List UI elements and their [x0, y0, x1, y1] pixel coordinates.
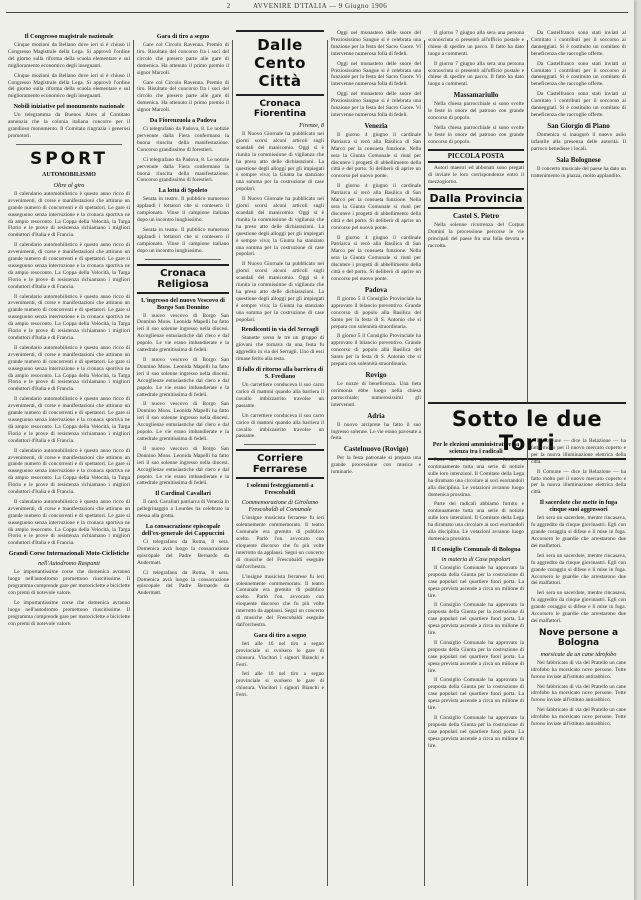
- article-body: Il giorno 7 giugno alla sera una persona sconosciuta si presentò all'ufficio postale e chiese di spedire un pacco. Il fatto ha dato luogo a commenti.: [428, 30, 524, 57]
- article-subheadline: nell'Autodromo Raspanti: [38, 560, 100, 568]
- article-headline: Il Cardinal Cavallari: [155, 490, 211, 498]
- article-body: Il nuovo vescovo di Borgo San Donnino Mons. Leonida Mapelli ha fatto ieri il suo solenne ingresso nella diocesi. Accoglienze entusiastiche dal clero e dal popolo. Le vie erano imbandierate e la cattedrale gremitissima di fedeli.: [137, 445, 229, 487]
- sport-title: SPORT: [29, 148, 109, 169]
- city-heading-adria: Adria: [367, 411, 385, 420]
- article-body: Un carrettiere conduceva il suo carro carico di mattoni quando alla barriera il cavallo imbizzarrito travolse un passante.: [236, 412, 324, 440]
- article-body: Il giorno 4 giugno il cardinale Patriarca si recò alla Basilica di San Marco per la consueta funzione. Nella sera la Giunta Comunale si riunì per discutere i progetti di abbellimento della città e del porto. Si deliberò di aprire un concorso pel nuovo ponte.: [331, 131, 421, 180]
- town-heading: Sala Bolognese: [556, 155, 601, 164]
- dateline: Firenze, 8: [299, 122, 324, 129]
- article-body: Ieri sera un sacerdote, mentre rincasava, fu aggredito da cinque giovinastri. Egli con grande coraggio si difese e li mise in fuga. Accorsero le guardie che arrestarono due dei malfattori.: [531, 515, 626, 549]
- article-headline: Il Congresso magistrale nazionale: [24, 33, 114, 40]
- article-body: Ci telegrafano da Padova, 8. Le notizie pervenute dalla Fiera confermano la buona riuscita della manifestazione. Concorso grandissimo di forestieri.: [137, 156, 229, 184]
- article-body: Il giorno 4 giugno il cardinale Patriarca si recò alla Basilica di San Marco per la consueta funzione. Nella sera la Giunta Comunale si riunì per discutere i progetti di abbellimento della città e del porto. Si deliberò di aprire un concorso pel nuovo ponte.: [331, 183, 421, 231]
- article-body: Il giorno 5 il Consiglio Provinciale ha approvato il bilancio preventivo. Grande concorso di popolo alla Basilica del Santo per la festa di S. Antonio che si prepara con solennità straordinaria.: [331, 295, 421, 330]
- article-body: Il calendario automobilistico è questo anno ricco di avvenimenti, di corse e manifestazioni che attirano un grande numero di concorrenti e di spettatori. Le gare si susseguono senza interruzione e la cronaca sportiva ne dà ampio resoconto. La Coppa della Velocità, la Targa Florio e le prove di resistenza richiamano i migliori conduttori d'Italia e di Francia.: [8, 242, 130, 290]
- article-body: Per la festa patronale si prepara una grande processione con musica e luminarie.: [331, 455, 421, 476]
- article-body: Il concerto musicale del paese ha dato un trattenimento in piazza, molto applaudito.: [531, 165, 626, 179]
- article-headline: Gara di tiro a segno: [253, 631, 307, 639]
- article-body: Ci telegrafano da Roma, 8 sera. Domenica avrà luogo la consacrazione episcopale del Padre Bernardo da Andermatt.: [137, 569, 229, 597]
- article-headline: Rendiconti in via del Serragli: [241, 326, 319, 334]
- article-headline: La lotta di Spoleto: [158, 187, 208, 195]
- section-title-ferrarese: Corriere Ferrarese: [236, 449, 324, 479]
- header-rule: [6, 12, 628, 13]
- city-heading-rovigo: Rovigo: [365, 370, 387, 379]
- article-body: Da Castelfranco sono stati inviati al Comitato i contributi per il soccorso ai danneggiati. Si è costituito un comitato di beneficenza che raccoglie offerte.: [531, 91, 626, 118]
- section-title-provincia: Dalla Provincia: [428, 188, 524, 209]
- article-body: Ieri alle 16 nel tiro a segno provinciale si svolsero le gare di chiusura. Vincitori i signori Bianchi e Ferri.: [236, 640, 324, 668]
- article-body: Nella chiesa parrocchiale si sono svolte le feste in onore del patrono con grande concorso di popolo.: [428, 124, 524, 145]
- article-headline: L'ingresso del nuovo Vescovo di Borgo San Donnino: [141, 296, 225, 311]
- section-title-firenze: Cronaca Fiorentina: [253, 99, 307, 119]
- article-body: Il calendario automobilistico è questo anno ricco di avvenimenti, di corse e manifestazioni che attirano un grande numero di concorrenti e di spettatori. Le gare si susseguono senza interruzione e la cronaca sportiva ne dà ampio resoconto. La Coppa della Velocità, la Targa Florio e le prove di resistenza richiamano i migliori conduttori d'Italia e di Francia.: [8, 396, 130, 444]
- running-header: [10, 2, 624, 10]
- article-body: Parte dei radicali abbiamo fornito e continuamente tutta una serie di notizie sulle loro intenzioni. Il Comitato della Lega ha diramato una circolare ai soci esortandoli alla disciplina. Le votazioni avranno luogo domenica prossima.: [428, 457, 524, 498]
- city-heading-venezia: Venezia: [364, 121, 388, 130]
- article-body: Un telegramma da Buenos Aires al Comitato annunzia che la colonia italiana concorre per il grandioso monumento. Il Comitato ringrazia i generosi promotori.: [8, 112, 130, 139]
- section-title-religiosa: Cronaca Religiosa: [137, 264, 229, 294]
- article-subheadline: morsicate da un cane idrofobo: [540, 650, 617, 658]
- article-body: Oggi nel monastero delle suore del Preziosissimo Sangue si è celebrata una funzione per la festa del Sacro Cuore. Vi intervenne numerosa folla di fedeli.: [331, 91, 421, 118]
- article-body: Il Consiglio Comunale ha approvato la proposta della Giunta per la costruzione di case popolari nel quartiere fuori porta. La spesa prevista ascende a circa un milione di lire.: [428, 602, 524, 637]
- article-body: Gare col Circolo Ravenna. Premio di tiro. Risultato del concorso fra i soci del circolo che presero parte alle gare di domenica. Ha ottenuto il primo premio il signor Marzoli.: [137, 79, 229, 114]
- article-body: Ieri sera un sacerdote, mentre rincasava, fu aggredito da cinque giovinastri. Egli con grande coraggio si difese e li mise in fuga. Accorsero le guardie che arrestarono due dei malfattori.: [531, 590, 626, 624]
- article-body: Il giorno 4 giugno il cardinale Patriarca si recò alla Basilica di San Marco per la consueta funzione. Nella sera la Giunta Comunale si riunì per discutere i progetti di abbellimento della città e del porto. Si deliberò di aprire un concorso pel nuovo ponte.: [331, 234, 421, 282]
- article-body: Serata in teatro. Il pubblico numeroso applaudì i lottatori che si contesero il campionato. Vinse il campione italiano dopo un incontro lunghissimo.: [137, 226, 229, 254]
- article-body: Autori maestri ed abbonati sono pregati di inviare le loro corrispondenze entro il mezzogiorno.: [428, 164, 524, 185]
- article-body: Il Nuovo Giornale ha pubblicato nei giorni scorsi alcuni articoli sugli scandali del manicomio. Oggi si è riunita la commissione di vigilanza che ha preso atto delle dichiarazioni. La questione degli alloggi per gli impiegati è sempre viva; la Giunta ha stanziato una somma per la costruzione di case popolari.: [236, 261, 324, 323]
- article-body: Ieri alle 16 nel tiro a segno provinciale si svolsero le gare di chiusura. Vincitori i signori Bianchi e Ferri.: [236, 671, 324, 699]
- article-body: Il calendario automobilistico è questo anno ricco di avvenimenti, di corse e manifestazioni che attirano un grande numero di concorrenti e di spettatori. Le gare si susseguono senza interruzione e la cronaca sportiva ne dà ampio resoconto. La Coppa della Velocità, la Targa Florio e le prove di resistenza richiamano i migliori conduttori d'Italia e di Francia.: [8, 190, 130, 239]
- article-body: Il Comune — dice la Relazione — ha fatto molto per il nuovo mercato coperto e per la nuova illuminazione elettrica della città.: [531, 438, 626, 465]
- article-body: Le nozze di beneficenza. Una lieta cerimonia ebbe luogo nella chiesa parrocchiale; numerosissimi gli intervenuti.: [331, 380, 421, 408]
- article-body: Il nuovo arciprete ha fatto il suo ingresso solenne. Le vie erano pavesate a festa.: [331, 421, 421, 442]
- article-body: Il giorno 5 il Consiglio Provinciale ha approvato il bilancio preventivo. Grande concorso di popolo alla Basilica del Santo per la festa di S. Antonio che si prepara con solennità straordinaria.: [331, 333, 421, 368]
- city-heading-massamariullo: Massamariullo: [453, 91, 499, 100]
- column-1: [8, 30, 130, 888]
- article-headline: Il Consiglio Comunale di Bologna: [431, 545, 521, 553]
- article-body: Le importantissime corse che domenica avranno luogo nell'autodromo promettono riuscitissime. Il programma comprende gare per motociclette e biciclette con premi di notevole valore.: [8, 569, 130, 596]
- article-body: Da Castelfranco sono stati inviati al Comitato i contributi per il soccorso ai danneggiati. Si è costituito un comitato di beneficenza che raccoglie offerte.: [531, 60, 626, 88]
- article-body: Oggi nel monastero delle suore del Preziosissimo Sangue si è celebrata una funzione per la festa del Sacro Cuore. Vi intervenne numerosa folla di fedeli.: [331, 60, 421, 88]
- article-body: Il Consiglio Comunale ha approvato la proposta della Giunta per la costruzione di case popolari nel quartiere fuori porta. La spesa prevista ascende a circa un milione di lire.: [428, 677, 524, 712]
- city-heading-castelnuovo: Castelnuovo (Rovigo): [343, 445, 409, 454]
- article-body: Il calendario automobilistico è questo anno ricco di avvenimenti, di corse e manifestazioni che attirano un grande numero di concorrenti e di spettatori. Le gare si susseguono senza interruzione e la cronaca sportiva ne dà ampio resoconto. La Coppa della Velocità, la Targa Florio e le prove di resistenza richiamano i migliori conduttori d'Italia e di Francia.: [8, 344, 130, 393]
- article-headline: Per le elezioni amministrative ha scienza tra i radicali: [432, 441, 520, 455]
- article-body: Il Consiglio Comunale ha approvato la proposta della Giunta per la costruzione di case popolari nel quartiere fuori porta. La spesa prevista ascende a circa un milione di lire.: [428, 564, 524, 599]
- article-body: Nel fabbricato di via del Pratello un cane idrofobo ha morsicato nove persone. Tutte furono inviate all'istituto antirabbico.: [531, 659, 626, 680]
- article-body: Nel fabbricato di via del Pratello un cane idrofobo ha morsicato nove persone. Tutte furono inviate all'istituto antirabbico.: [531, 707, 626, 728]
- article-headline: La consacrazione episcopale dell'ex-generale dei Cappuccini: [141, 523, 225, 538]
- article-body: Gare col Circolo Ravenna. Premio di tiro. Risultato del concorso fra i soci del circolo che presero parte alle gare di domenica. Ha ottenuto il primo premio il signor Marzoli.: [137, 42, 229, 76]
- article-body: Il calendario automobilistico è questo anno ricco di avvenimenti, di corse e manifestazioni che attirano un grande numero di concorrenti e di spettatori. Le gare si susseguono senza interruzione e la cronaca sportiva ne dà ampio resoconto. La Coppa della Velocità, la Targa Florio e le prove di resistenza richiamano i migliori conduttori d'Italia e di Francia.: [8, 447, 130, 496]
- article-subheadline: in materia di Case popolari: [441, 555, 511, 563]
- divider: [244, 444, 316, 445]
- article-body: Il nuovo vescovo di Borgo San Donnino Mons. Leonida Mapelli ha fatto ieri il suo solenne ingresso nella diocesi. Accoglienze entusiastiche dal clero e dal popolo. Le vie erano imbandierate e la cattedrale gremitissima di fedeli.: [137, 401, 229, 442]
- article-body: L'insigne musicista ferrarese fu ieri solennemente commemorato. Il teatro Comunale era gremito di pubblico scelto. Parlò l'on. avvocato con eloquente discorso che fu più volte interrotto da applausi. Seguì un concerto di musiche del Frescobaldi eseguite dall'orchestra.: [236, 515, 324, 570]
- article-body: Serata in teatro. Il pubblico numeroso applaudì i lottatori che si contesero il campionato. Vinse il campione italiano dopo un incontro lunghissimo.: [137, 196, 229, 224]
- sport-subtitle: AUTOMOBILISMO: [42, 171, 96, 178]
- article-body: Cinque mozioni da Bellano dove ieri si è chiuso il Congresso Magistrale della Lega. Si approvò l'ordine del giorno sulla riforma della scuola elementare e sul miglioramento economico degli insegnanti.: [8, 72, 130, 100]
- column-rule: [527, 438, 528, 886]
- article-body: Ci telegrafano da Roma, 8 sera. Domenica avrà luogo la consacrazione episcopale del Padre Bernardo da Andermatt.: [137, 539, 229, 566]
- article-body: Il Consiglio Comunale ha approvato la proposta della Giunta per la costruzione di case popolari nel quartiere fuori porta. La spesa prevista ascende a circa un milione di lire.: [428, 715, 524, 749]
- article-body: Il Nuovo Giornale ha pubblicato nei giorni scorsi alcuni articoli sugli scandali del manicomio. Oggi si è riunita la commissione di vigilanza che ha preso atto delle dichiarazioni. La questione degli alloggi per gli impiegati è sempre viva; la Giunta ha stanziato una somma per la costruzione di case popolari.: [236, 131, 324, 193]
- article-body: Da Castelfranco sono stati inviati al Comitato i contributi per il soccorso ai danneggiati. Si è costituito un comitato di beneficenza che raccoglie offerte.: [531, 30, 626, 57]
- sport-subtitle: Oltre al giro: [53, 181, 85, 189]
- article-body: Nella chiesa parrocchiale si sono svolte le feste in onore del patrono con grande concorso di popolo.: [428, 101, 524, 122]
- masthead-date: AVVENIRE D'ITALIA — 9 Giugno 1906: [252, 2, 388, 10]
- column-rule: [133, 40, 134, 886]
- article-body: Oggi nel monastero delle suore del Preziosissimo Sangue si è celebrata una funzione per la festa del Sacro Cuore. Vi intervenne numerosa folla di fedeli.: [331, 30, 421, 57]
- city-heading-padova: Padova: [364, 285, 388, 294]
- section-title-piccola-posta: PICCOLA POSTA: [428, 149, 524, 163]
- article-headline-large: Nove persone a Bologna: [538, 627, 619, 648]
- article-body: Il calendario automobilistico è questo anno ricco di avvenimenti, di corse e manifestazioni che attirano un grande numero di concorrenti e di spettatori. Le gare si susseguono senza interruzione e la cronaca sportiva ne dà ampio resoconto. La Coppa della Velocità, la Targa Florio e le prove di resistenza richiamano i migliori conduttori d'Italia e di Francia.: [8, 498, 130, 547]
- bologna-left-column: [428, 438, 524, 888]
- column-2: [137, 30, 229, 888]
- article-headline: Da Fiorenzuola a Padova: [149, 117, 217, 125]
- town-heading: San Giorgio di Piano: [547, 121, 610, 130]
- column-rule: [424, 40, 425, 886]
- article-body: Nel fabbricato di via del Pratello un cane idrofobo ha morsicato nove persone. Tutte furono inviate all'istituto antirabbico.: [531, 683, 626, 704]
- article-body: Parte dei radicali abbiamo fornito e continuamente tutta una serie di notizie sulle loro intenzioni. Il Comitato della Lega ha diramato una circolare ai soci esortandoli alla disciplina. Le votazioni avranno luogo domenica prossima.: [428, 501, 524, 542]
- article-headline: Il sacerdote che mette in fuga cinque suoi aggressori: [539, 499, 618, 514]
- column-rule: [232, 40, 233, 886]
- article-body: Domenica si inaugurò il nuovo asilo infantile alla presenza delle autorità. Il parroco benedisse i locali.: [531, 131, 626, 152]
- column-4: [331, 30, 421, 888]
- town-heading: Castel S. Pietro: [453, 212, 499, 221]
- article-body: Il card. Cavallari patriarca di Venezia in pellegrinaggio a Lourdes ha celebrato la messa alla grotta.: [137, 499, 229, 520]
- article-body: Il Comune — dice la Relazione — ha fatto molto per il nuovo mercato coperto e per la nuova illuminazione elettrica della città.: [531, 468, 626, 496]
- article-body: L'insigne musicista ferrarese fu ieri solennemente commemorato. Il teatro Comunale era gremito di pubblico scelto. Parlò l'on. avvocato con eloquente discorso che fu più volte interrotto da applausi. Seguì un concerto di musiche del Frescobaldi eseguite dall'orchestra.: [236, 573, 324, 628]
- divider: [16, 144, 122, 145]
- article-body: Cinque mozioni da Bellano dove ieri si è chiuso il Congresso Magistrale della Lega. Si approvò l'ordine del giorno sulla riforma della scuola elementare e sul miglioramento economico degli insegnanti.: [8, 42, 130, 69]
- column-3: [236, 30, 324, 888]
- article-headline: Nobili iniziative pel monumento nazionale: [13, 103, 125, 111]
- divider: [145, 259, 221, 260]
- article-body: Ci telegrafano da Padova, 8. Le notizie pervenute dalla Fiera confermano la buona riuscita della manifestazione. Concorso grandissimo di forestieri.: [137, 126, 229, 153]
- article-body: Stanotte verso le tre un gruppo di giovani che tornava da una festa fu aggredito in via dei Serragli. Uno di essi rimase ferito alla testa.: [236, 335, 324, 363]
- article-body: Le importantissime corse che domenica avranno luogo nell'autodromo promettono riuscitissime. Il programma comprende gare per motociclette e biciclette con premi di notevole valore.: [8, 599, 130, 627]
- section-title-cento-citta: Dalle Cento Città: [236, 30, 324, 96]
- article-headline: Il fallo di ritorno alla barriera di S. Frediano: [236, 366, 324, 381]
- page-number: 2: [226, 2, 231, 10]
- column-6: [531, 30, 626, 400]
- article-headline: I solenni festeggiamenti a Frescobaldi: [246, 482, 314, 497]
- article-body: Il Nuovo Giornale ha pubblicato nei giorni scorsi alcuni articoli sugli scandali del manicomio. Oggi si è riunita la commissione di vigilanza che ha preso atto delle dichiarazioni. La questione degli alloggi per gli impiegati è sempre viva; la Giunta ha stanziato una somma per la costruzione di case popolari.: [236, 196, 324, 258]
- article-body: Un carrettiere conduceva il suo carro carico di mattoni quando alla barriera il cavallo imbizzarrito travolse un passante.: [236, 382, 324, 409]
- column-rule: [327, 40, 328, 886]
- article-body: Il nuovo vescovo di Borgo San Donnino Mons. Leonida Mapelli ha fatto ieri il suo solenne ingresso nella diocesi. Accoglienze entusiastiche dal clero e dal popolo. Le vie erano imbandierate e la cattedrale gremitissima di fedeli.: [137, 357, 229, 398]
- article-headline: Grandi Corse Internazionali Moto-Ciclistiche: [8, 550, 130, 558]
- article-body: Il nuovo vescovo di Borgo San Donnino Mons. Leonida Mapelli ha fatto ieri il suo solenne ingresso nella diocesi. Accoglienze entusiastiche dal clero e dal popolo. Le vie erano imbandierate e la cattedrale gremitissima di fedeli.: [137, 312, 229, 354]
- article-body: Il calendario automobilistico è questo anno ricco di avvenimenti, di corse e manifestazioni che attirano un grande numero di concorrenti e di spettatori. Le gare si susseguono senza interruzione e la cronaca sportiva ne dà ampio resoconto. La Coppa della Velocità, la Targa Florio e le prove di resistenza richiamano i migliori conduttori d'Italia e di Francia.: [8, 293, 130, 341]
- article-body: Ieri sera un sacerdote, mentre rincasava, fu aggredito da cinque giovinastri. Egli con grande coraggio si difese e li mise in fuga. Accorsero le guardie che arrestarono due dei malfattori.: [531, 552, 626, 587]
- article-headline: Gara di tiro a segno: [156, 33, 210, 40]
- article-body: Il Consiglio Comunale ha approvato la proposta della Giunta per la costruzione di case popolari nel quartiere fuori porta. La spesa prevista ascende a circa un milione di lire.: [428, 639, 524, 674]
- column-5: [428, 30, 524, 400]
- section-title-due-torri: Sotto le due Torri: [428, 402, 626, 460]
- article-subheadline: Commemorazione di Girolamo Frescobaldi al Comunale: [241, 499, 319, 514]
- bologna-right-column: [531, 438, 626, 888]
- article-body: Nella solenne ricorrenza del Corpus Domini la processione percorse le vie principali del paese fra una folla devota e raccolta.: [428, 222, 524, 250]
- article-body: Il giorno 7 giugno alla sera una persona sconosciuta si presentò all'ufficio postale e chiese di spedire un pacco. Il fatto ha dato luogo a commenti.: [428, 60, 524, 88]
